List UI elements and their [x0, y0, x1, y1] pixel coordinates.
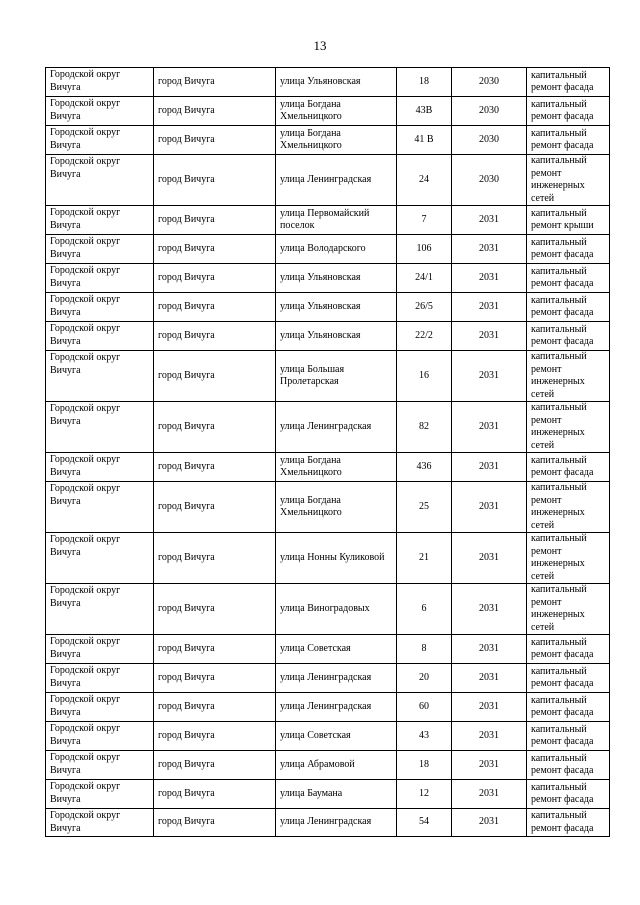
work-type-cell: капитальный ремонт фасада: [527, 293, 610, 322]
year-cell: 2031: [452, 322, 527, 351]
house-number-cell: 43В: [397, 97, 452, 126]
district-cell: Городской округ Вичуга: [46, 482, 154, 533]
locality-cell: город Вичуга: [154, 97, 276, 126]
locality-cell: город Вичуга: [154, 293, 276, 322]
year-cell: 2030: [452, 155, 527, 206]
district-cell: Городской округ Вичуга: [46, 293, 154, 322]
work-type-cell: капитальный ремонт инженерных сетей: [527, 155, 610, 206]
locality-cell: город Вичуга: [154, 533, 276, 584]
district-cell: Городской округ Вичуга: [46, 722, 154, 751]
locality-cell: город Вичуга: [154, 482, 276, 533]
table-row: [46, 293, 610, 322]
year-cell: 2030: [452, 68, 527, 97]
locality-cell: город Вичуга: [154, 693, 276, 722]
table-row: [46, 68, 610, 97]
house-number-cell: 7: [397, 206, 452, 235]
street-cell: улица Ульяновская: [276, 322, 397, 351]
house-number-cell: 25: [397, 482, 452, 533]
table-row: [46, 402, 610, 453]
district-cell: Городской округ Вичуга: [46, 235, 154, 264]
table-row: [46, 584, 610, 635]
work-type-cell: капитальный ремонт фасада: [527, 126, 610, 155]
housing-repair-table: [45, 67, 610, 837]
work-type-cell: капитальный ремонт фасада: [527, 97, 610, 126]
year-cell: 2031: [452, 664, 527, 693]
work-type-cell: капитальный ремонт инженерных сетей: [527, 482, 610, 533]
table-body: [46, 68, 610, 837]
year-cell: 2031: [452, 293, 527, 322]
street-cell: улица Володарского: [276, 235, 397, 264]
year-cell: 2030: [452, 97, 527, 126]
house-number-cell: 6: [397, 584, 452, 635]
work-type-cell: капитальный ремонт инженерных сетей: [527, 351, 610, 402]
work-type-cell: капитальный ремонт фасада: [527, 235, 610, 264]
year-cell: 2031: [452, 235, 527, 264]
table-row: [46, 264, 610, 293]
house-number-cell: 20: [397, 664, 452, 693]
work-type-cell: капитальный ремонт инженерных сетей: [527, 584, 610, 635]
year-cell: 2031: [452, 402, 527, 453]
locality-cell: город Вичуга: [154, 635, 276, 664]
year-cell: 2031: [452, 206, 527, 235]
page-number: 13: [313, 38, 327, 53]
district-cell: Городской округ Вичуга: [46, 635, 154, 664]
street-cell: улица Ульяновская: [276, 293, 397, 322]
street-cell: улица Ульяновская: [276, 264, 397, 293]
street-cell: улица Баумана: [276, 780, 397, 809]
house-number-cell: 41 В: [397, 126, 452, 155]
work-type-cell: капитальный ремонт фасада: [527, 453, 610, 482]
year-cell: 2031: [452, 533, 527, 584]
house-number-cell: 82: [397, 402, 452, 453]
house-number-cell: 24: [397, 155, 452, 206]
locality-cell: город Вичуга: [154, 402, 276, 453]
district-cell: Городской округ Вичуга: [46, 402, 154, 453]
work-type-cell: капитальный ремонт фасада: [527, 264, 610, 293]
district-cell: Городской округ Вичуга: [46, 206, 154, 235]
year-cell: 2031: [452, 351, 527, 402]
street-cell: улица Богдана Хмельницкого: [276, 453, 397, 482]
locality-cell: город Вичуга: [154, 322, 276, 351]
house-number-cell: 8: [397, 635, 452, 664]
locality-cell: город Вичуга: [154, 235, 276, 264]
year-cell: 2031: [452, 635, 527, 664]
house-number-cell: 106: [397, 235, 452, 264]
house-number-cell: 24/1: [397, 264, 452, 293]
year-cell: 2030: [452, 126, 527, 155]
district-cell: Городской округ Вичуга: [46, 533, 154, 584]
district-cell: Городской округ Вичуга: [46, 126, 154, 155]
table-row: [46, 97, 610, 126]
district-cell: Городской округ Вичуга: [46, 453, 154, 482]
table-row: [46, 693, 610, 722]
locality-cell: город Вичуга: [154, 68, 276, 97]
work-type-cell: капитальный ремонт фасада: [527, 68, 610, 97]
year-cell: 2031: [452, 780, 527, 809]
table-row: [46, 351, 610, 402]
house-number-cell: 54: [397, 809, 452, 837]
work-type-cell: капитальный ремонт фасада: [527, 809, 610, 837]
table-row: [46, 780, 610, 809]
table-row: [46, 453, 610, 482]
district-cell: Городской округ Вичуга: [46, 693, 154, 722]
work-type-cell: капитальный ремонт фасада: [527, 664, 610, 693]
table-row: [46, 206, 610, 235]
locality-cell: город Вичуга: [154, 664, 276, 693]
district-cell: Городской округ Вичуга: [46, 751, 154, 780]
year-cell: 2031: [452, 751, 527, 780]
district-cell: Городской округ Вичуга: [46, 809, 154, 837]
work-type-cell: капитальный ремонт инженерных сетей: [527, 533, 610, 584]
street-cell: улица Нонны Куликовой: [276, 533, 397, 584]
work-type-cell: капитальный ремонт фасада: [527, 693, 610, 722]
locality-cell: город Вичуга: [154, 351, 276, 402]
street-cell: улица Большая Пролетарская: [276, 351, 397, 402]
table-row: [46, 751, 610, 780]
locality-cell: город Вичуга: [154, 751, 276, 780]
house-number-cell: 26/5: [397, 293, 452, 322]
house-number-cell: 22/2: [397, 322, 452, 351]
street-cell: улица Ленинградская: [276, 664, 397, 693]
street-cell: улица Богдана Хмельницкого: [276, 482, 397, 533]
district-cell: Городской округ Вичуга: [46, 68, 154, 97]
table-row: [46, 722, 610, 751]
street-cell: улица Богдана Хмельницкого: [276, 126, 397, 155]
locality-cell: город Вичуга: [154, 264, 276, 293]
table-row: [46, 635, 610, 664]
house-number-cell: 21: [397, 533, 452, 584]
house-number-cell: 60: [397, 693, 452, 722]
street-cell: улица Виноградовых: [276, 584, 397, 635]
street-cell: улица Богдана Хмельницкого: [276, 97, 397, 126]
table-row: [46, 155, 610, 206]
street-cell: улица Советская: [276, 635, 397, 664]
street-cell: улица Ленинградская: [276, 402, 397, 453]
locality-cell: город Вичуга: [154, 584, 276, 635]
locality-cell: город Вичуга: [154, 780, 276, 809]
district-cell: Городской округ Вичуга: [46, 97, 154, 126]
district-cell: Городской округ Вичуга: [46, 264, 154, 293]
house-number-cell: 16: [397, 351, 452, 402]
year-cell: 2031: [452, 809, 527, 837]
street-cell: улица Абрамовой: [276, 751, 397, 780]
table-row: [46, 235, 610, 264]
district-cell: Городской округ Вичуга: [46, 322, 154, 351]
locality-cell: город Вичуга: [154, 809, 276, 837]
street-cell: улица Первомайский поселок: [276, 206, 397, 235]
locality-cell: город Вичуга: [154, 126, 276, 155]
street-cell: улица Ленинградская: [276, 693, 397, 722]
table-row: [46, 809, 610, 837]
year-cell: 2031: [452, 693, 527, 722]
table-row: [46, 533, 610, 584]
work-type-cell: капитальный ремонт фасада: [527, 722, 610, 751]
street-cell: улица Советская: [276, 722, 397, 751]
locality-cell: город Вичуга: [154, 155, 276, 206]
district-cell: Городской округ Вичуга: [46, 155, 154, 206]
house-number-cell: 18: [397, 68, 452, 97]
work-type-cell: капитальный ремонт фасада: [527, 751, 610, 780]
house-number-cell: 436: [397, 453, 452, 482]
street-cell: улица Ульяновская: [276, 68, 397, 97]
locality-cell: город Вичуга: [154, 722, 276, 751]
year-cell: 2031: [452, 482, 527, 533]
locality-cell: город Вичуга: [154, 206, 276, 235]
house-number-cell: 12: [397, 780, 452, 809]
year-cell: 2031: [452, 453, 527, 482]
district-cell: Городской округ Вичуга: [46, 351, 154, 402]
house-number-cell: 43: [397, 722, 452, 751]
work-type-cell: капитальный ремонт крыши: [527, 206, 610, 235]
street-cell: улица Ленинградская: [276, 809, 397, 837]
work-type-cell: капитальный ремонт фасада: [527, 322, 610, 351]
locality-cell: город Вичуга: [154, 453, 276, 482]
district-cell: Городской округ Вичуга: [46, 584, 154, 635]
year-cell: 2031: [452, 722, 527, 751]
work-type-cell: капитальный ремонт инженерных сетей: [527, 402, 610, 453]
district-cell: Городской округ Вичуга: [46, 664, 154, 693]
street-cell: улица Ленинградская: [276, 155, 397, 206]
year-cell: 2031: [452, 264, 527, 293]
work-type-cell: капитальный ремонт фасада: [527, 780, 610, 809]
work-type-cell: капитальный ремонт фасада: [527, 635, 610, 664]
table-row: [46, 482, 610, 533]
table-row: [46, 664, 610, 693]
house-number-cell: 18: [397, 751, 452, 780]
year-cell: 2031: [452, 584, 527, 635]
district-cell: Городской округ Вичуга: [46, 780, 154, 809]
table-row: [46, 126, 610, 155]
table-row: [46, 322, 610, 351]
